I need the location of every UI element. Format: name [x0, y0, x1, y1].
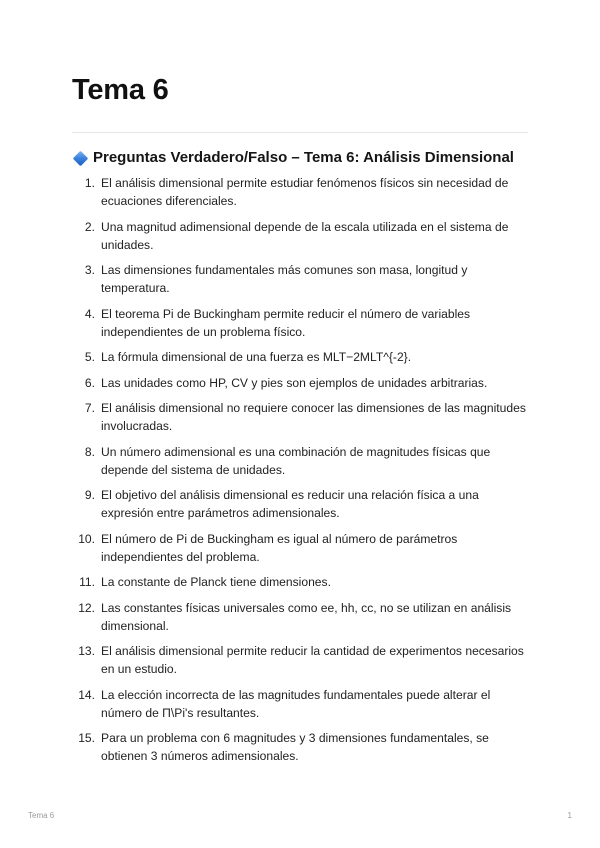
question-number: 14.: [78, 687, 95, 702]
question-item: [72, 374, 532, 392]
page-title: Tema 6: [72, 74, 169, 106]
question-text: El teorema Pi de Buckingham permite reducir el número de variables independientes de un problema físico.: [101, 306, 471, 339]
question-text: El número de Pi de Buckingham es igual al número de parámetros independientes del problema.: [101, 531, 458, 564]
question-text: La constante de Planck tiene dimensiones.: [101, 575, 331, 589]
question-number: 2.: [84, 219, 95, 234]
question-item: [72, 573, 532, 591]
question-number: 8.: [84, 444, 95, 459]
question-text: Un número adimensional es una combinación de magnitudes físicas que depende del sistema de unidades.: [101, 444, 491, 477]
question-text: El análisis dimensional permite estudiar fenómenos físicos sin necesidad de ecuaciones diferenciales.: [101, 176, 509, 208]
blue-diamond-icon: [73, 150, 89, 166]
question-number: 5.: [84, 350, 95, 364]
question-number: 3.: [84, 263, 95, 277]
question-item: [72, 729, 532, 765]
question-text: El objetivo del análisis dimensional es reducir una relación física a una expresión entre parámetros adimensionales.: [101, 488, 479, 520]
footer-page-number: 1: [567, 811, 572, 820]
question-item: [72, 305, 532, 341]
question-text: La fórmula dimensional de una fuerza es MLT−2MLT^{-2}.: [101, 350, 412, 364]
question-text: Una magnitud adimensional depende de la escala utilizada en el sistema de unidades.: [101, 219, 509, 252]
title-divider: [72, 132, 528, 133]
question-item: [72, 686, 532, 722]
question-number: 15.: [78, 731, 95, 745]
question-text: Las dimensiones fundamentales más comunes son masa, longitud y temperatura.: [101, 263, 468, 295]
question-text: El análisis dimensional permite reducir la cantidad de experimentos necesarios en un estudio.: [101, 644, 524, 676]
question-text: Las constantes físicas universales como ee, hh, cc, no se utilizan en análisis dimensional.: [101, 600, 512, 633]
question-item: [72, 399, 532, 435]
question-number: 6.: [84, 375, 95, 390]
question-item: [72, 599, 532, 635]
question-number: 13.: [78, 644, 95, 658]
question-number: 4.: [84, 306, 95, 321]
question-text: La elección incorrecta de las magnitudes fundamentales puede alterar el número de Π\Pi's resultantes.: [101, 687, 491, 720]
question-number: 9.: [84, 488, 95, 502]
question-item: [72, 486, 532, 522]
section-heading: [72, 148, 514, 168]
question-item: [72, 443, 532, 479]
question-text: Para un problema con 6 magnitudes y 3 dimensiones fundamentales, se obtienen 3 números adimensionales.: [101, 731, 489, 763]
question-number: 7.: [84, 401, 95, 415]
question-text: Las unidades como HP, CV y pies son ejemplos de unidades arbitrarias.: [101, 375, 488, 390]
question-list: [72, 174, 532, 773]
question-number: 11.: [79, 575, 95, 589]
question-number: 12.: [78, 600, 95, 615]
question-item: [72, 530, 532, 566]
question-item: [72, 218, 532, 254]
question-item: [72, 174, 532, 210]
section-heading-text: Preguntas Verdadero/Falso – Tema 6: Análisis Dimensional: [93, 149, 514, 166]
question-number: 1.: [84, 176, 95, 190]
question-item: [72, 348, 532, 366]
question-item: [72, 642, 532, 678]
question-text: El análisis dimensional no requiere conocer las dimensiones de las magnitudes involucradas.: [101, 401, 526, 433]
footer-document-name: Tema 6: [28, 811, 55, 820]
question-item: [72, 261, 532, 297]
question-number: 10.: [78, 531, 95, 546]
